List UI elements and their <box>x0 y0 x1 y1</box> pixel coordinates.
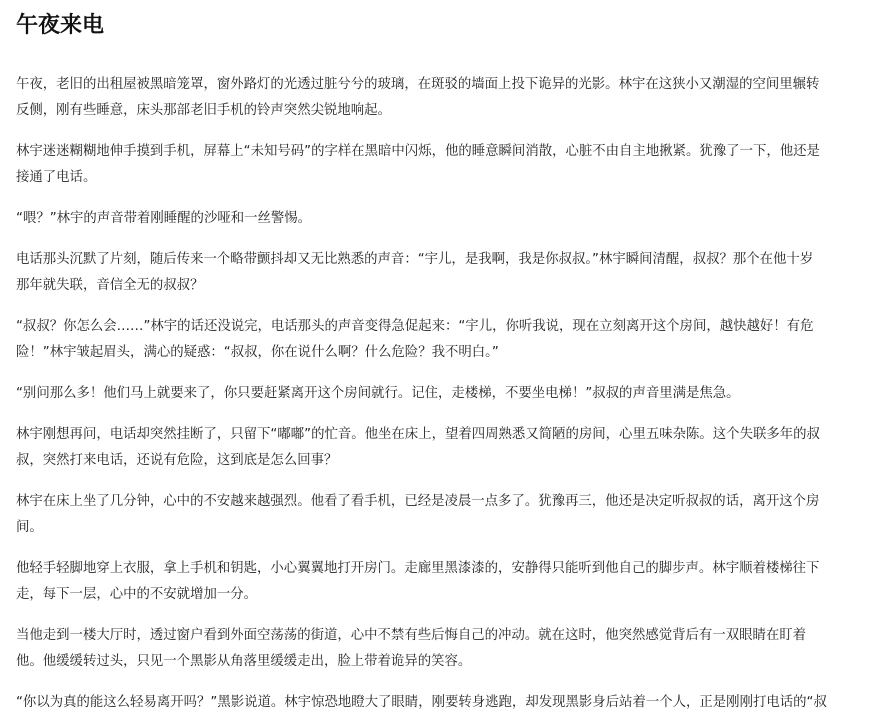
paragraph-9 <box>16 556 876 608</box>
paragraph-line: 反侧，刚有些睡意，床头那部老旧手机的铃声突然尖锐地响起。 <box>16 103 391 118</box>
paragraph-line: 那年就失联，音信全无的叔叔？ <box>16 278 204 293</box>
paragraph-line: “喂？”林宇的声音带着刚睡醒的沙哑和一丝警惕。 <box>16 211 312 226</box>
paragraph-line: 他。他缓缓转过头，只见一个黑影从角落里缓缓走出，脸上带着诡异的笑容。 <box>16 654 472 669</box>
paragraph-line: “你以为真的能这么轻易离开吗？”黑影说道。林宇惊恐地瞪大了眼睛，刚要转身逃跑，却发现黑影身后站着一个人，正是刚刚打电话的“叔 <box>16 695 827 710</box>
paragraph-line: 接通了电话。 <box>16 170 97 185</box>
paragraph-8 <box>16 489 876 541</box>
paragraph-line: 险！”林宇皱起眉头，满心的疑惑：“叔叔，你在说什么啊？什么危险？我不明白。” <box>16 345 499 360</box>
paragraph-1 <box>16 72 876 124</box>
paragraph-line: 林宇迷迷糊糊地伸手摸到手机，屏幕上“未知号码”的字样在黑暗中闪烁，他的睡意瞬间消散，心脏不由自主地揪紧。犹豫了一下，他还是 <box>16 144 820 159</box>
paragraph-10 <box>16 623 876 675</box>
paragraph-2 <box>16 139 876 191</box>
paragraph-4 <box>16 247 876 299</box>
paragraph-7 <box>16 422 876 474</box>
paragraph-line: 走，每下一层，心中的不安就增加一分。 <box>16 587 258 602</box>
paragraph-line: 林宇刚想再问，电话却突然挂断了，只留下“嘟嘟”的忙音。他坐在床上，望着四周熟悉又简陋的房间，心里五味杂陈。这个失联多年的叔 <box>16 427 820 442</box>
paragraph-line: 电话那头沉默了片刻，随后传来一个略带颤抖却又无比熟悉的声音：“宇儿，是我啊，我是你叔叔。”林宇瞬间清醒，叔叔？那个在他十岁 <box>16 252 814 267</box>
paragraph-3 <box>16 206 876 232</box>
article <box>16 0 876 716</box>
paragraph-line: 林宇在床上坐了几分钟，心中的不安越来越强烈。他看了看手机，已经是凌晨一点多了。犹豫再三，他还是决定听叔叔的话，离开这个房 <box>16 494 820 509</box>
paragraph-line: 间。 <box>16 520 43 535</box>
article-title: 午夜来电 <box>16 13 105 38</box>
paragraph-line: “别问那么多！他们马上就要来了，你只要赶紧离开这个房间就行。记住，走楼梯，不要坐电梯！”叔叔的声音里满是焦急。 <box>16 386 740 401</box>
paragraph-line: “叔叔？你怎么会……”林宇的话还没说完，电话那头的声音变得急促起来：“宇儿，你听我说，现在立刻离开这个房间，越快越好！有危 <box>16 319 814 334</box>
paragraph-line: 叔，突然打来电话，还说有危险，这到底是怎么回事？ <box>16 453 338 468</box>
paragraph-line: 他轻手轻脚地穿上衣服，拿上手机和钥匙，小心翼翼地打开房门。走廊里黑漆漆的，安静得只能听到他自己的脚步声。林宇顺着楼梯往下 <box>16 561 820 576</box>
paragraph-6 <box>16 381 876 407</box>
paragraph-line: 当他走到一楼大厅时，透过窗户看到外面空荡荡的街道，心中不禁有些后悔自己的冲动。就在这时，他突然感觉背后有一双眼睛在盯着 <box>16 628 807 643</box>
paragraph-11 <box>16 690 876 716</box>
paragraph-line: 午夜，老旧的出租屋被黑暗笼罩，窗外路灯的光透过脏兮兮的玻璃，在斑驳的墙面上投下诡异的光影。林宇在这狭小又潮湿的空间里辗转 <box>16 77 820 92</box>
paragraph-5 <box>16 314 876 366</box>
